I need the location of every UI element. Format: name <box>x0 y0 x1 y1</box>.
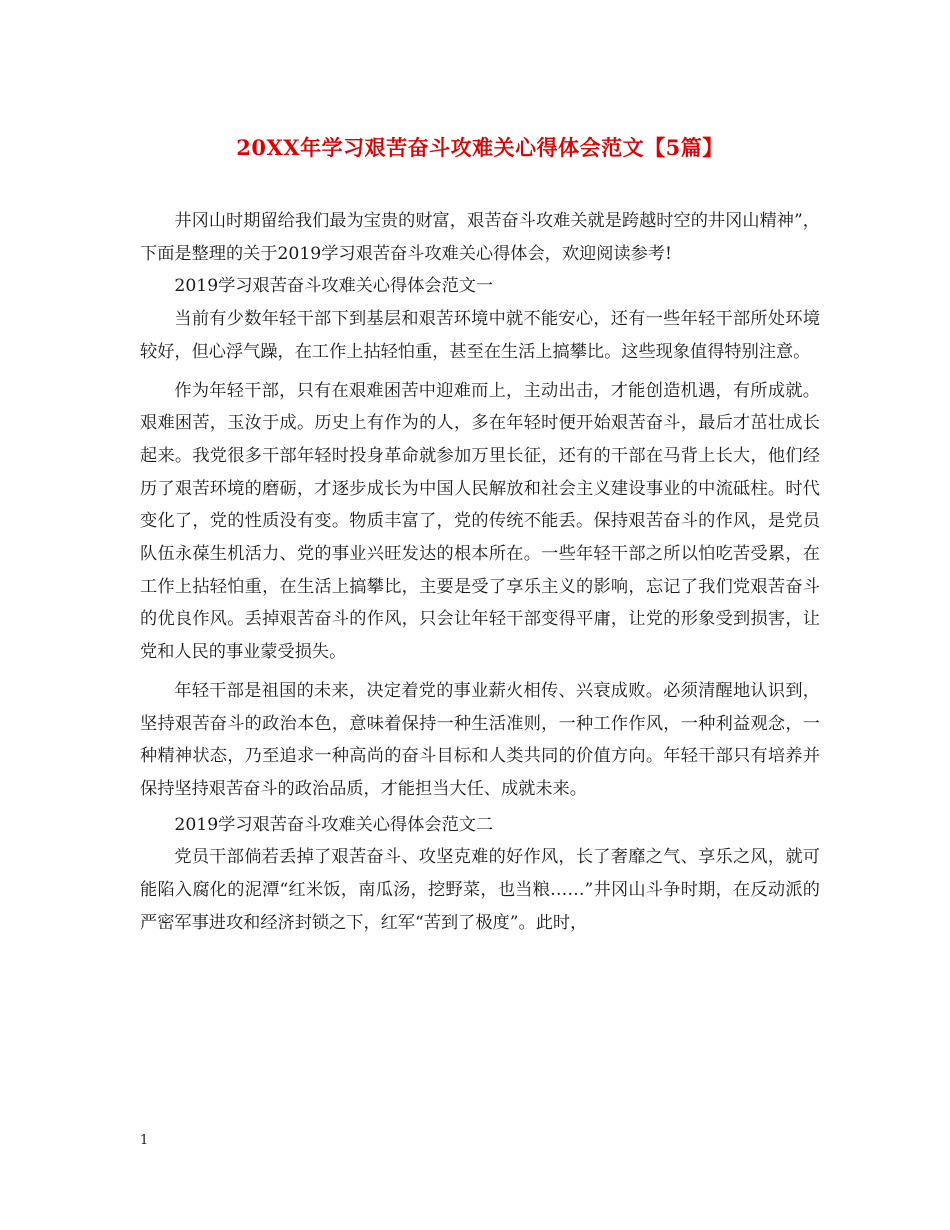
page-number: 1 <box>140 1133 149 1148</box>
intro-paragraph: 井冈山时期留给我们最为宝贵的财富，艰苦奋斗攻难关就是跨越时空的井冈山精神”，下面是整理的关于2019学习艰苦奋斗攻难关心得体会，欢迎阅读参考! <box>140 211 820 264</box>
body-paragraph: 当前有少数年轻干部下到基层和艰苦环境中就不能安心，还有一些年轻干部所处环境较好，但心浮气躁，在工作上拈轻怕重，甚至在生活上搞攀比。这些现象值得特别注意。 <box>140 309 820 362</box>
section-heading-2: 2019学习艰苦奋斗攻难关心得体会范文二 <box>174 814 494 835</box>
document-title: 20XX年学习艰苦奋斗攻难关心得体会范文【5篇】 <box>236 135 724 160</box>
document-body <box>140 205 820 939</box>
section-heading-1: 2019学习艰苦奋斗攻难关心得体会范文一 <box>174 276 494 297</box>
body-paragraph: 作为年轻干部，只有在艰难困苦中迎难而上，主动出击，才能创造机遇，有所成就。艰难困苦，玉汝于成。历史上有作为的人，多在年轻时便开始艰苦奋斗，最后才茁壮成长起来。我党很多干部年轻时投身革命就参加万里长征，还有的干部在马背上长大，他们经历了艰苦环境的磨砺，才逐步成长为中国人民解放和社会主义建设事业的中流砥柱。时代变化了，党的性质没有变。物质丰富了，党的传统不能丢。保持艰苦奋斗的作风，是党员队伍永葆生机活力、党的事业兴旺发达的根本所在。一些年轻干部之所以怕吃苦受累，在工作上拈轻怕重，在生活上搞攀比，主要是受了享乐主义的影响，忘记了我们党艰苦奋斗的优良作风。丢掉艰苦奋斗的作风，只会让年轻干部变得平庸，让党的形象受到损害，让党和人民的事业蒙受损失。 <box>140 380 820 663</box>
body-paragraph: 年轻干部是祖国的未来，决定着党的事业薪火相传、兴衰成败。必须清醒地认识到，坚持艰苦奋斗的政治本色，意味着保持一种生活准则，一种工作作风，一种利益观念，一种精神状态，乃至追求一种高尚的奋斗目标和人类共同的价值方向。年轻干部只有培养并保持坚持艰苦奋斗的政治品质，才能担当大任、成就未来。 <box>140 680 820 799</box>
body-paragraph: 党员干部倘若丢掉了艰苦奋斗、攻坚克难的好作风，长了奢靡之气、享乐之风，就可能陷入腐化的泥潭“红米饭，南瓜汤，挖野菜，也当粮……”井冈山斗争时期，在反动派的严密军事进攻和经济封锁之下，红军“苦到了极度”。此时， <box>140 847 820 933</box>
